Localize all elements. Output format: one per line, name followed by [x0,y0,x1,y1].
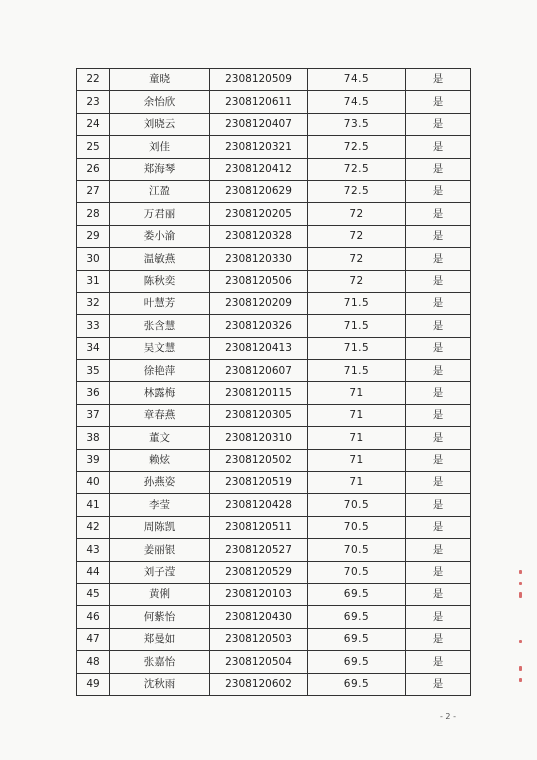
qualified-flag: 是 [406,315,471,337]
table-row [77,91,471,113]
table-row [77,360,471,382]
qualified-flag: 是 [406,69,471,91]
row-number: 29 [77,225,110,247]
exam-id: 2308120205 [210,203,308,225]
score: 69.5 [308,673,406,695]
candidate-name: 张含慧 [110,315,210,337]
candidate-name: 温敏燕 [110,248,210,270]
table-row [77,472,471,494]
table-row [77,494,471,516]
table-row [77,404,471,426]
table-row [77,69,471,91]
page-number: - 2 - [440,712,456,721]
row-number: 40 [77,472,110,494]
exam-id: 2308120629 [210,180,308,202]
qualified-flag: 是 [406,113,471,135]
row-number: 27 [77,180,110,202]
score: 69.5 [308,628,406,650]
candidate-name: 沈秋雨 [110,673,210,695]
exam-id: 2308120209 [210,292,308,314]
candidate-name: 孙燕姿 [110,472,210,494]
qualified-flag: 是 [406,248,471,270]
qualified-flag: 是 [406,360,471,382]
table-row [77,136,471,158]
exam-id: 2308120103 [210,583,308,605]
candidate-name: 江盈 [110,180,210,202]
score: 72 [308,203,406,225]
exam-id: 2308120328 [210,225,308,247]
row-number: 35 [77,360,110,382]
qualified-flag: 是 [406,180,471,202]
row-number: 26 [77,158,110,180]
candidate-name: 张嘉怡 [110,651,210,673]
candidate-name: 何紫怡 [110,606,210,628]
table-row [77,270,471,292]
exam-id: 2308120509 [210,69,308,91]
qualified-flag: 是 [406,91,471,113]
score: 70.5 [308,516,406,538]
qualified-flag: 是 [406,651,471,673]
score: 69.5 [308,606,406,628]
score: 73.5 [308,113,406,135]
exam-id: 2308120602 [210,673,308,695]
table-row [77,158,471,180]
exam-id: 2308120412 [210,158,308,180]
candidate-name: 姜丽银 [110,539,210,561]
row-number: 49 [77,673,110,695]
exam-id: 2308120430 [210,606,308,628]
score: 71.5 [308,360,406,382]
exam-id: 2308120305 [210,404,308,426]
candidate-name: 林露梅 [110,382,210,404]
score: 69.5 [308,583,406,605]
qualified-flag: 是 [406,225,471,247]
exam-id: 2308120115 [210,382,308,404]
qualified-flag: 是 [406,203,471,225]
exam-id: 2308120519 [210,472,308,494]
score: 69.5 [308,651,406,673]
row-number: 33 [77,315,110,337]
candidate-name: 徐艳萍 [110,360,210,382]
qualified-flag: 是 [406,516,471,538]
score: 71 [308,382,406,404]
candidate-name: 陈秋奕 [110,270,210,292]
exam-id: 2308120506 [210,270,308,292]
table-row [77,315,471,337]
row-number: 38 [77,427,110,449]
score: 72 [308,225,406,247]
exam-id: 2308120527 [210,539,308,561]
qualified-flag: 是 [406,673,471,695]
score: 71 [308,427,406,449]
qualified-flag: 是 [406,583,471,605]
table-row [77,225,471,247]
row-number: 32 [77,292,110,314]
exam-id: 2308120529 [210,561,308,583]
table-row [77,292,471,314]
row-number: 31 [77,270,110,292]
candidate-name: 吴文慧 [110,337,210,359]
table-row [77,337,471,359]
table-row [77,651,471,673]
qualified-flag: 是 [406,628,471,650]
score-table [76,68,471,696]
exam-id: 2308120503 [210,628,308,650]
table-row [77,628,471,650]
row-number: 30 [77,248,110,270]
row-number: 43 [77,539,110,561]
score: 71 [308,449,406,471]
row-number: 45 [77,583,110,605]
score: 72.5 [308,180,406,202]
candidate-name: 董文 [110,427,210,449]
row-number: 28 [77,203,110,225]
exam-id: 2308120428 [210,494,308,516]
seal-stamp-edge [519,570,527,685]
exam-id: 2308120407 [210,113,308,135]
row-number: 37 [77,404,110,426]
table-row [77,516,471,538]
row-number: 42 [77,516,110,538]
qualified-flag: 是 [406,539,471,561]
score: 72 [308,248,406,270]
candidate-name: 李莹 [110,494,210,516]
row-number: 44 [77,561,110,583]
qualified-flag: 是 [406,382,471,404]
table-row [77,180,471,202]
score: 74.5 [308,91,406,113]
score: 74.5 [308,69,406,91]
qualified-flag: 是 [406,270,471,292]
score: 72 [308,270,406,292]
qualified-flag: 是 [406,606,471,628]
exam-id: 2308120326 [210,315,308,337]
score: 71.5 [308,337,406,359]
candidate-name: 周陈凯 [110,516,210,538]
exam-id: 2308120413 [210,337,308,359]
score: 72.5 [308,158,406,180]
qualified-flag: 是 [406,494,471,516]
exam-id: 2308120511 [210,516,308,538]
candidate-name: 刘晓云 [110,113,210,135]
row-number: 48 [77,651,110,673]
exam-id: 2308120502 [210,449,308,471]
table-row [77,539,471,561]
score: 71 [308,404,406,426]
qualified-flag: 是 [406,449,471,471]
qualified-flag: 是 [406,136,471,158]
candidate-name: 童晓 [110,69,210,91]
table-row [77,449,471,471]
score: 70.5 [308,494,406,516]
candidate-name: 赖炫 [110,449,210,471]
qualified-flag: 是 [406,158,471,180]
row-number: 41 [77,494,110,516]
table-row [77,382,471,404]
table-row [77,673,471,695]
row-number: 34 [77,337,110,359]
table-row [77,427,471,449]
qualified-flag: 是 [406,337,471,359]
exam-id: 2308120321 [210,136,308,158]
candidate-name: 章春燕 [110,404,210,426]
row-number: 22 [77,69,110,91]
exam-id: 2308120310 [210,427,308,449]
candidate-name: 刘子滢 [110,561,210,583]
table-row [77,561,471,583]
table-row [77,606,471,628]
exam-id: 2308120504 [210,651,308,673]
candidate-name: 叶慧芳 [110,292,210,314]
score: 72.5 [308,136,406,158]
row-number: 24 [77,113,110,135]
candidate-name: 黄俐 [110,583,210,605]
qualified-flag: 是 [406,427,471,449]
candidate-name: 娄小渝 [110,225,210,247]
candidate-name: 刘佳 [110,136,210,158]
row-number: 23 [77,91,110,113]
candidate-name: 郑曼如 [110,628,210,650]
candidate-name: 余怡欣 [110,91,210,113]
score: 70.5 [308,539,406,561]
row-number: 39 [77,449,110,471]
exam-id: 2308120611 [210,91,308,113]
score: 71 [308,472,406,494]
exam-id: 2308120607 [210,360,308,382]
score: 71.5 [308,292,406,314]
table-row [77,248,471,270]
qualified-flag: 是 [406,404,471,426]
qualified-flag: 是 [406,561,471,583]
table-body [77,69,471,696]
row-number: 47 [77,628,110,650]
row-number: 25 [77,136,110,158]
table-row [77,113,471,135]
score: 71.5 [308,315,406,337]
exam-id: 2308120330 [210,248,308,270]
row-number: 36 [77,382,110,404]
candidate-name: 郑海琴 [110,158,210,180]
table-row [77,203,471,225]
qualified-flag: 是 [406,472,471,494]
candidate-name: 万君丽 [110,203,210,225]
score: 70.5 [308,561,406,583]
qualified-flag: 是 [406,292,471,314]
table-row [77,583,471,605]
row-number: 46 [77,606,110,628]
